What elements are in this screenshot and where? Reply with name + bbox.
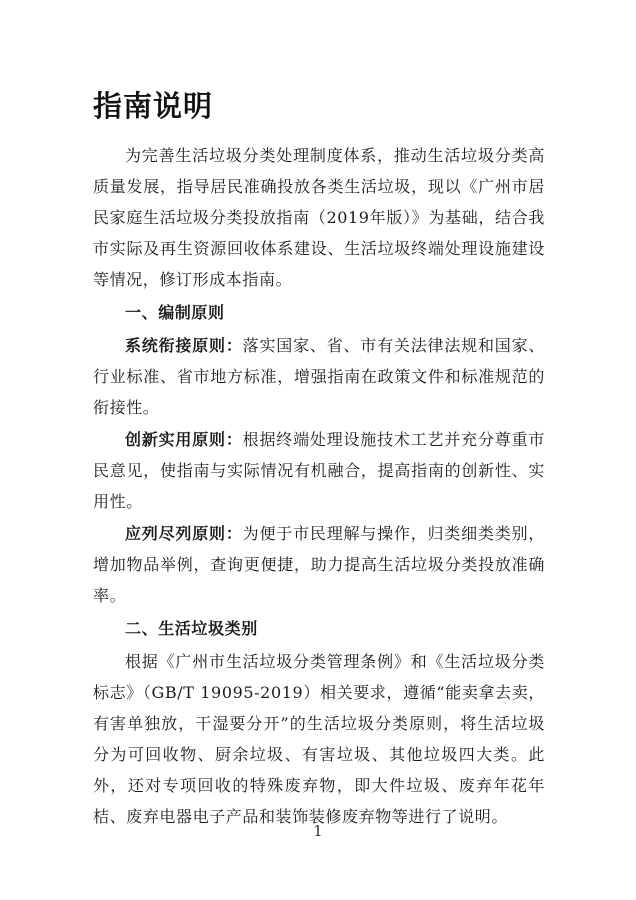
section-heading-waste-categories: 二、生活垃圾类别	[125, 619, 258, 638]
principle-lead: 创新实用原则：	[125, 430, 243, 449]
principle-lead: 系统衔接原则：	[125, 336, 243, 355]
principle-paragraph-innovation-practical	[93, 424, 545, 517]
principle-paragraph-system-connection	[93, 330, 545, 423]
section-heading-compilation-principles: 一、编制原则	[125, 303, 225, 322]
intro-paragraph: 为完善生活垃圾分类处理制度体系，推动生活垃圾分类高质量发展，指导居民准确投放各类生活垃圾，现以《广州市居民家庭生活垃圾分类投放指南（2019年版）》为基础，结合我市实际及再生资源回收体系建设、生活垃圾终端处理设施建设等情况，修订形成本指南。	[93, 146, 545, 289]
page-number: 1	[313, 822, 323, 840]
principle-text: 根据终端处理设施技术工艺并充分尊重市民意见，使指南与实际情况有机融合，提高指南的创新性、实用性。	[93, 430, 545, 511]
principle-text: 落实国家、省、市有关法律法规和国家、行业标准、省市地方标准，增强指南在政策文件和标准规范的衔接性。	[93, 336, 545, 417]
principle-lead: 应列尽列原则：	[125, 524, 243, 543]
principle-paragraph-list-all	[93, 518, 545, 611]
waste-categories-paragraph: 根据《广州市生活垃圾分类管理条例》和《生活垃圾分类标志》（GB/T 19095-2019）相关要求，遵循“能卖拿去卖，有害单独放，干湿要分开”的生活垃圾分类原则，将生活垃圾分为可回收物、厨余垃圾、有害垃圾、其他垃圾四大类。此外，还对专项回收的特殊废弃物，即大件垃圾、废弃年花年桔、废弃电器电子产品和装饰装修废弃物等进行了说明。	[93, 652, 545, 826]
principle-text: 为便于市民理解与操作，归类细类类别，增加物品举例，查询更便捷，助力提高生活垃圾分类投放准确率。	[93, 524, 545, 605]
page-title: 指南说明	[93, 89, 214, 123]
document-body	[93, 140, 545, 833]
